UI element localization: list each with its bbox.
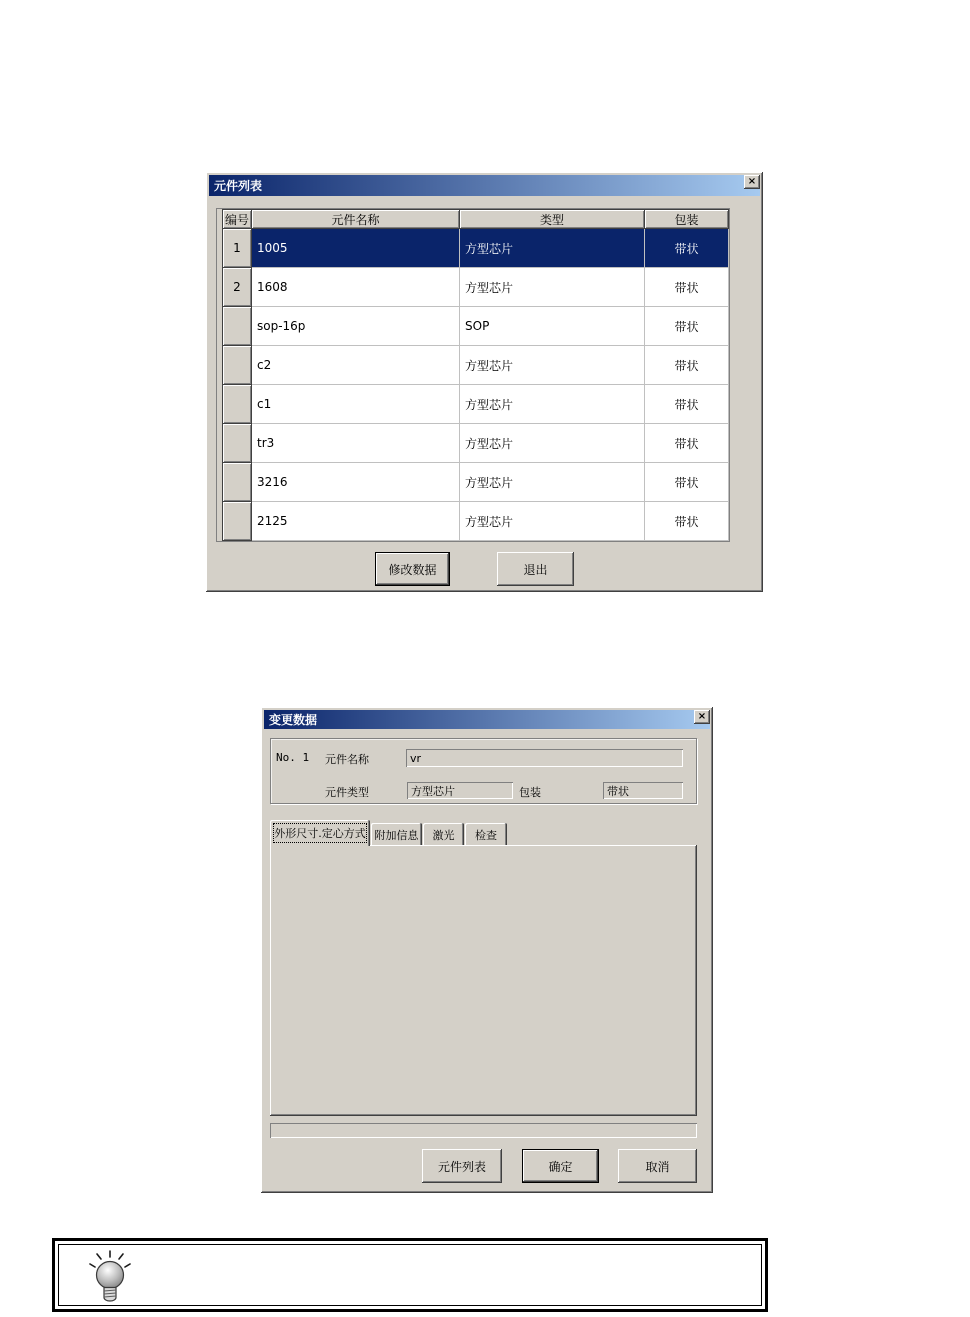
cell-type[interactable]: 方型芯片 [460,463,645,502]
component-table [216,208,730,542]
dialog-title: 变更数据 [269,713,318,727]
cell-num[interactable]: 1 [222,229,252,268]
close-button[interactable] [744,175,760,189]
component-name-label: 元件名称 [325,753,369,766]
tip-note-box [52,1238,768,1312]
cell-pkg[interactable]: 带状 [645,307,729,346]
modify-data-button[interactable]: 修改数据 [375,552,450,586]
component-table-body [222,229,729,541]
cell-num[interactable] [222,307,252,346]
tab-check[interactable]: 检查 [465,823,507,846]
component-type-field[interactable]: 方型芯片 [407,782,513,799]
component-type-label: 元件类型 [325,786,369,799]
table-row[interactable] [222,346,729,385]
cell-type[interactable]: 方型芯片 [460,346,645,385]
cell-pkg[interactable]: 带状 [645,268,729,307]
column-header-num[interactable]: 编号 [222,209,252,229]
close-icon: × [697,711,707,722]
close-button[interactable] [694,710,710,724]
dialog-title: 元件列表 [214,179,263,193]
cell-name[interactable]: 3216 [252,463,460,502]
cell-type[interactable]: 方型芯片 [460,502,645,541]
cell-name[interactable]: tr3 [252,424,460,463]
cell-pkg[interactable]: 带状 [645,385,729,424]
cell-pkg[interactable]: 带状 [645,502,729,541]
package-label: 包装 [519,786,541,799]
ok-button[interactable]: 确定 [522,1149,599,1183]
cell-type[interactable]: SOP [460,307,645,346]
table-header-row [222,209,729,229]
exit-button[interactable]: 退出 [497,552,574,586]
tab-outline-centering[interactable]: 外形尺寸.定心方式 [270,820,370,846]
cell-name[interactable]: sop-16p [252,307,460,346]
status-strip [270,1123,697,1138]
cell-name[interactable]: c1 [252,385,460,424]
table-row[interactable] [222,385,729,424]
record-number-label: No. 1 [276,751,310,764]
cell-num[interactable] [222,463,252,502]
component-name-field[interactable]: vr [406,749,683,767]
component-list-titlebar[interactable] [209,175,760,196]
change-data-dialog [261,707,713,1193]
cell-num[interactable] [222,346,252,385]
table-row[interactable] [222,502,729,541]
cell-num[interactable] [222,424,252,463]
cell-pkg[interactable]: 带状 [645,229,729,268]
table-row[interactable] [222,307,729,346]
tab-laser[interactable]: 激光 [423,823,464,846]
change-data-titlebar[interactable] [264,710,710,729]
cell-pkg[interactable]: 带状 [645,346,729,385]
cell-name[interactable]: 2125 [252,502,460,541]
table-row[interactable] [222,463,729,502]
component-list-dialog [206,172,763,592]
cell-num[interactable]: 2 [222,268,252,307]
cell-num[interactable] [222,385,252,424]
table-row[interactable] [222,424,729,463]
package-field[interactable]: 带状 [603,782,683,799]
component-list-button[interactable]: 元件列表 [422,1149,502,1183]
lightbulb-icon [89,1250,131,1308]
close-icon: × [747,176,757,187]
tip-note-inner [58,1244,762,1306]
column-header-type[interactable]: 类型 [460,209,645,229]
cell-type[interactable]: 方型芯片 [460,268,645,307]
cell-type[interactable]: 方型芯片 [460,424,645,463]
cell-type[interactable]: 方型芯片 [460,385,645,424]
table-row[interactable] [222,268,729,307]
cell-name[interactable]: 1608 [252,268,460,307]
cancel-button[interactable]: 取消 [618,1149,697,1183]
cell-pkg[interactable]: 带状 [645,424,729,463]
tab-panel [270,845,697,1116]
cell-num[interactable] [222,502,252,541]
cell-name[interactable]: c2 [252,346,460,385]
cell-name[interactable]: 1005 [252,229,460,268]
tab-additional-info[interactable]: 附加信息 [371,823,422,846]
table-row[interactable] [222,229,729,268]
cell-type[interactable]: 方型芯片 [460,229,645,268]
column-header-name[interactable]: 元件名称 [252,209,460,229]
column-header-pkg[interactable]: 包装 [645,209,729,229]
cell-pkg[interactable]: 带状 [645,463,729,502]
